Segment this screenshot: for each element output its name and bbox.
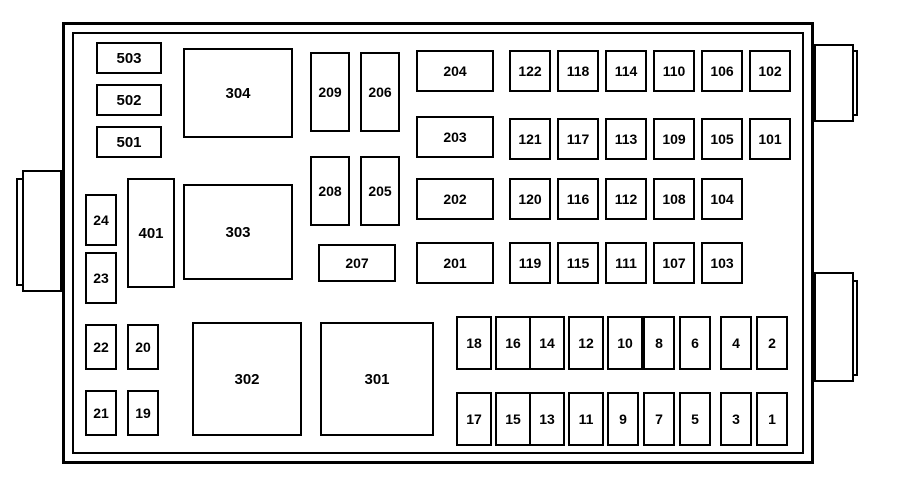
fuse-slot-301[interactable]: 301 — [320, 322, 434, 436]
fuse-slot-303[interactable]: 303 — [183, 184, 293, 280]
fuse-slot-202[interactable]: 202 — [416, 178, 494, 220]
fuse-slot-122[interactable]: 122 — [509, 50, 551, 92]
fuse-slot-201[interactable]: 201 — [416, 242, 494, 284]
fuse-slot-115[interactable]: 115 — [557, 242, 599, 284]
fuse-slot-103[interactable]: 103 — [701, 242, 743, 284]
fuse-slot-111[interactable]: 111 — [605, 242, 647, 284]
fuse-slot-207[interactable]: 207 — [318, 244, 396, 282]
fuse-slot-19[interactable]: 19 — [127, 390, 159, 436]
fuse-slot-6[interactable]: 6 — [679, 316, 711, 370]
fuse-slot-112[interactable]: 112 — [605, 178, 647, 220]
fuse-slot-208[interactable]: 208 — [310, 156, 350, 226]
fuse-slot-5[interactable]: 5 — [679, 392, 711, 446]
fuse-slot-203[interactable]: 203 — [416, 116, 494, 158]
fuse-slot-205[interactable]: 205 — [360, 156, 400, 226]
fuse-slot-206[interactable]: 206 — [360, 52, 400, 132]
fuse-slot-105[interactable]: 105 — [701, 118, 743, 160]
fuse-slot-3[interactable]: 3 — [720, 392, 752, 446]
fuse-slot-108[interactable]: 108 — [653, 178, 695, 220]
fuse-slot-401[interactable]: 401 — [127, 178, 175, 288]
fuse-slot-4[interactable]: 4 — [720, 316, 752, 370]
fuse-slot-121[interactable]: 121 — [509, 118, 551, 160]
fuse-slot-109[interactable]: 109 — [653, 118, 695, 160]
fuse-slot-13[interactable]: 13 — [529, 392, 565, 446]
tab-right-top — [814, 44, 854, 122]
fuse-slot-102[interactable]: 102 — [749, 50, 791, 92]
fuse-slot-302[interactable]: 302 — [192, 322, 302, 436]
fuse-slot-120[interactable]: 120 — [509, 178, 551, 220]
fuse-slot-1[interactable]: 1 — [756, 392, 788, 446]
fuse-slot-503[interactable]: 503 — [96, 42, 162, 74]
fuse-slot-8[interactable]: 8 — [643, 316, 675, 370]
fuse-slot-14[interactable]: 14 — [529, 316, 565, 370]
fuse-slot-118[interactable]: 118 — [557, 50, 599, 92]
fuse-slot-10[interactable]: 10 — [607, 316, 643, 370]
fuse-slot-22[interactable]: 22 — [85, 324, 117, 370]
fuse-slot-107[interactable]: 107 — [653, 242, 695, 284]
fuse-slot-9[interactable]: 9 — [607, 392, 639, 446]
fuse-slot-106[interactable]: 106 — [701, 50, 743, 92]
fuse-slot-7[interactable]: 7 — [643, 392, 675, 446]
fuse-slot-2[interactable]: 2 — [756, 316, 788, 370]
fuse-slot-23[interactable]: 23 — [85, 252, 117, 304]
fuse-slot-21[interactable]: 21 — [85, 390, 117, 436]
fuse-slot-204[interactable]: 204 — [416, 50, 494, 92]
fuse-slot-18[interactable]: 18 — [456, 316, 492, 370]
fuse-slot-12[interactable]: 12 — [568, 316, 604, 370]
fuse-slot-24[interactable]: 24 — [85, 194, 117, 246]
fuse-slot-11[interactable]: 11 — [568, 392, 604, 446]
fuse-slot-116[interactable]: 116 — [557, 178, 599, 220]
fuse-slot-113[interactable]: 113 — [605, 118, 647, 160]
fuse-slot-304[interactable]: 304 — [183, 48, 293, 138]
fuse-slot-502[interactable]: 502 — [96, 84, 162, 116]
tab-right-bottom — [814, 272, 854, 382]
fuse-slot-114[interactable]: 114 — [605, 50, 647, 92]
fuse-slot-101[interactable]: 101 — [749, 118, 791, 160]
tab-left-middle — [22, 170, 62, 292]
fuse-slot-119[interactable]: 119 — [509, 242, 551, 284]
fuse-slot-15[interactable]: 15 — [495, 392, 531, 446]
fuse-slot-20[interactable]: 20 — [127, 324, 159, 370]
fuse-slot-209[interactable]: 209 — [310, 52, 350, 132]
fuse-slot-501[interactable]: 501 — [96, 126, 162, 158]
fuse-slot-110[interactable]: 110 — [653, 50, 695, 92]
fuse-slot-117[interactable]: 117 — [557, 118, 599, 160]
fuse-slot-16[interactable]: 16 — [495, 316, 531, 370]
fuse-slot-17[interactable]: 17 — [456, 392, 492, 446]
fuse-slot-104[interactable]: 104 — [701, 178, 743, 220]
